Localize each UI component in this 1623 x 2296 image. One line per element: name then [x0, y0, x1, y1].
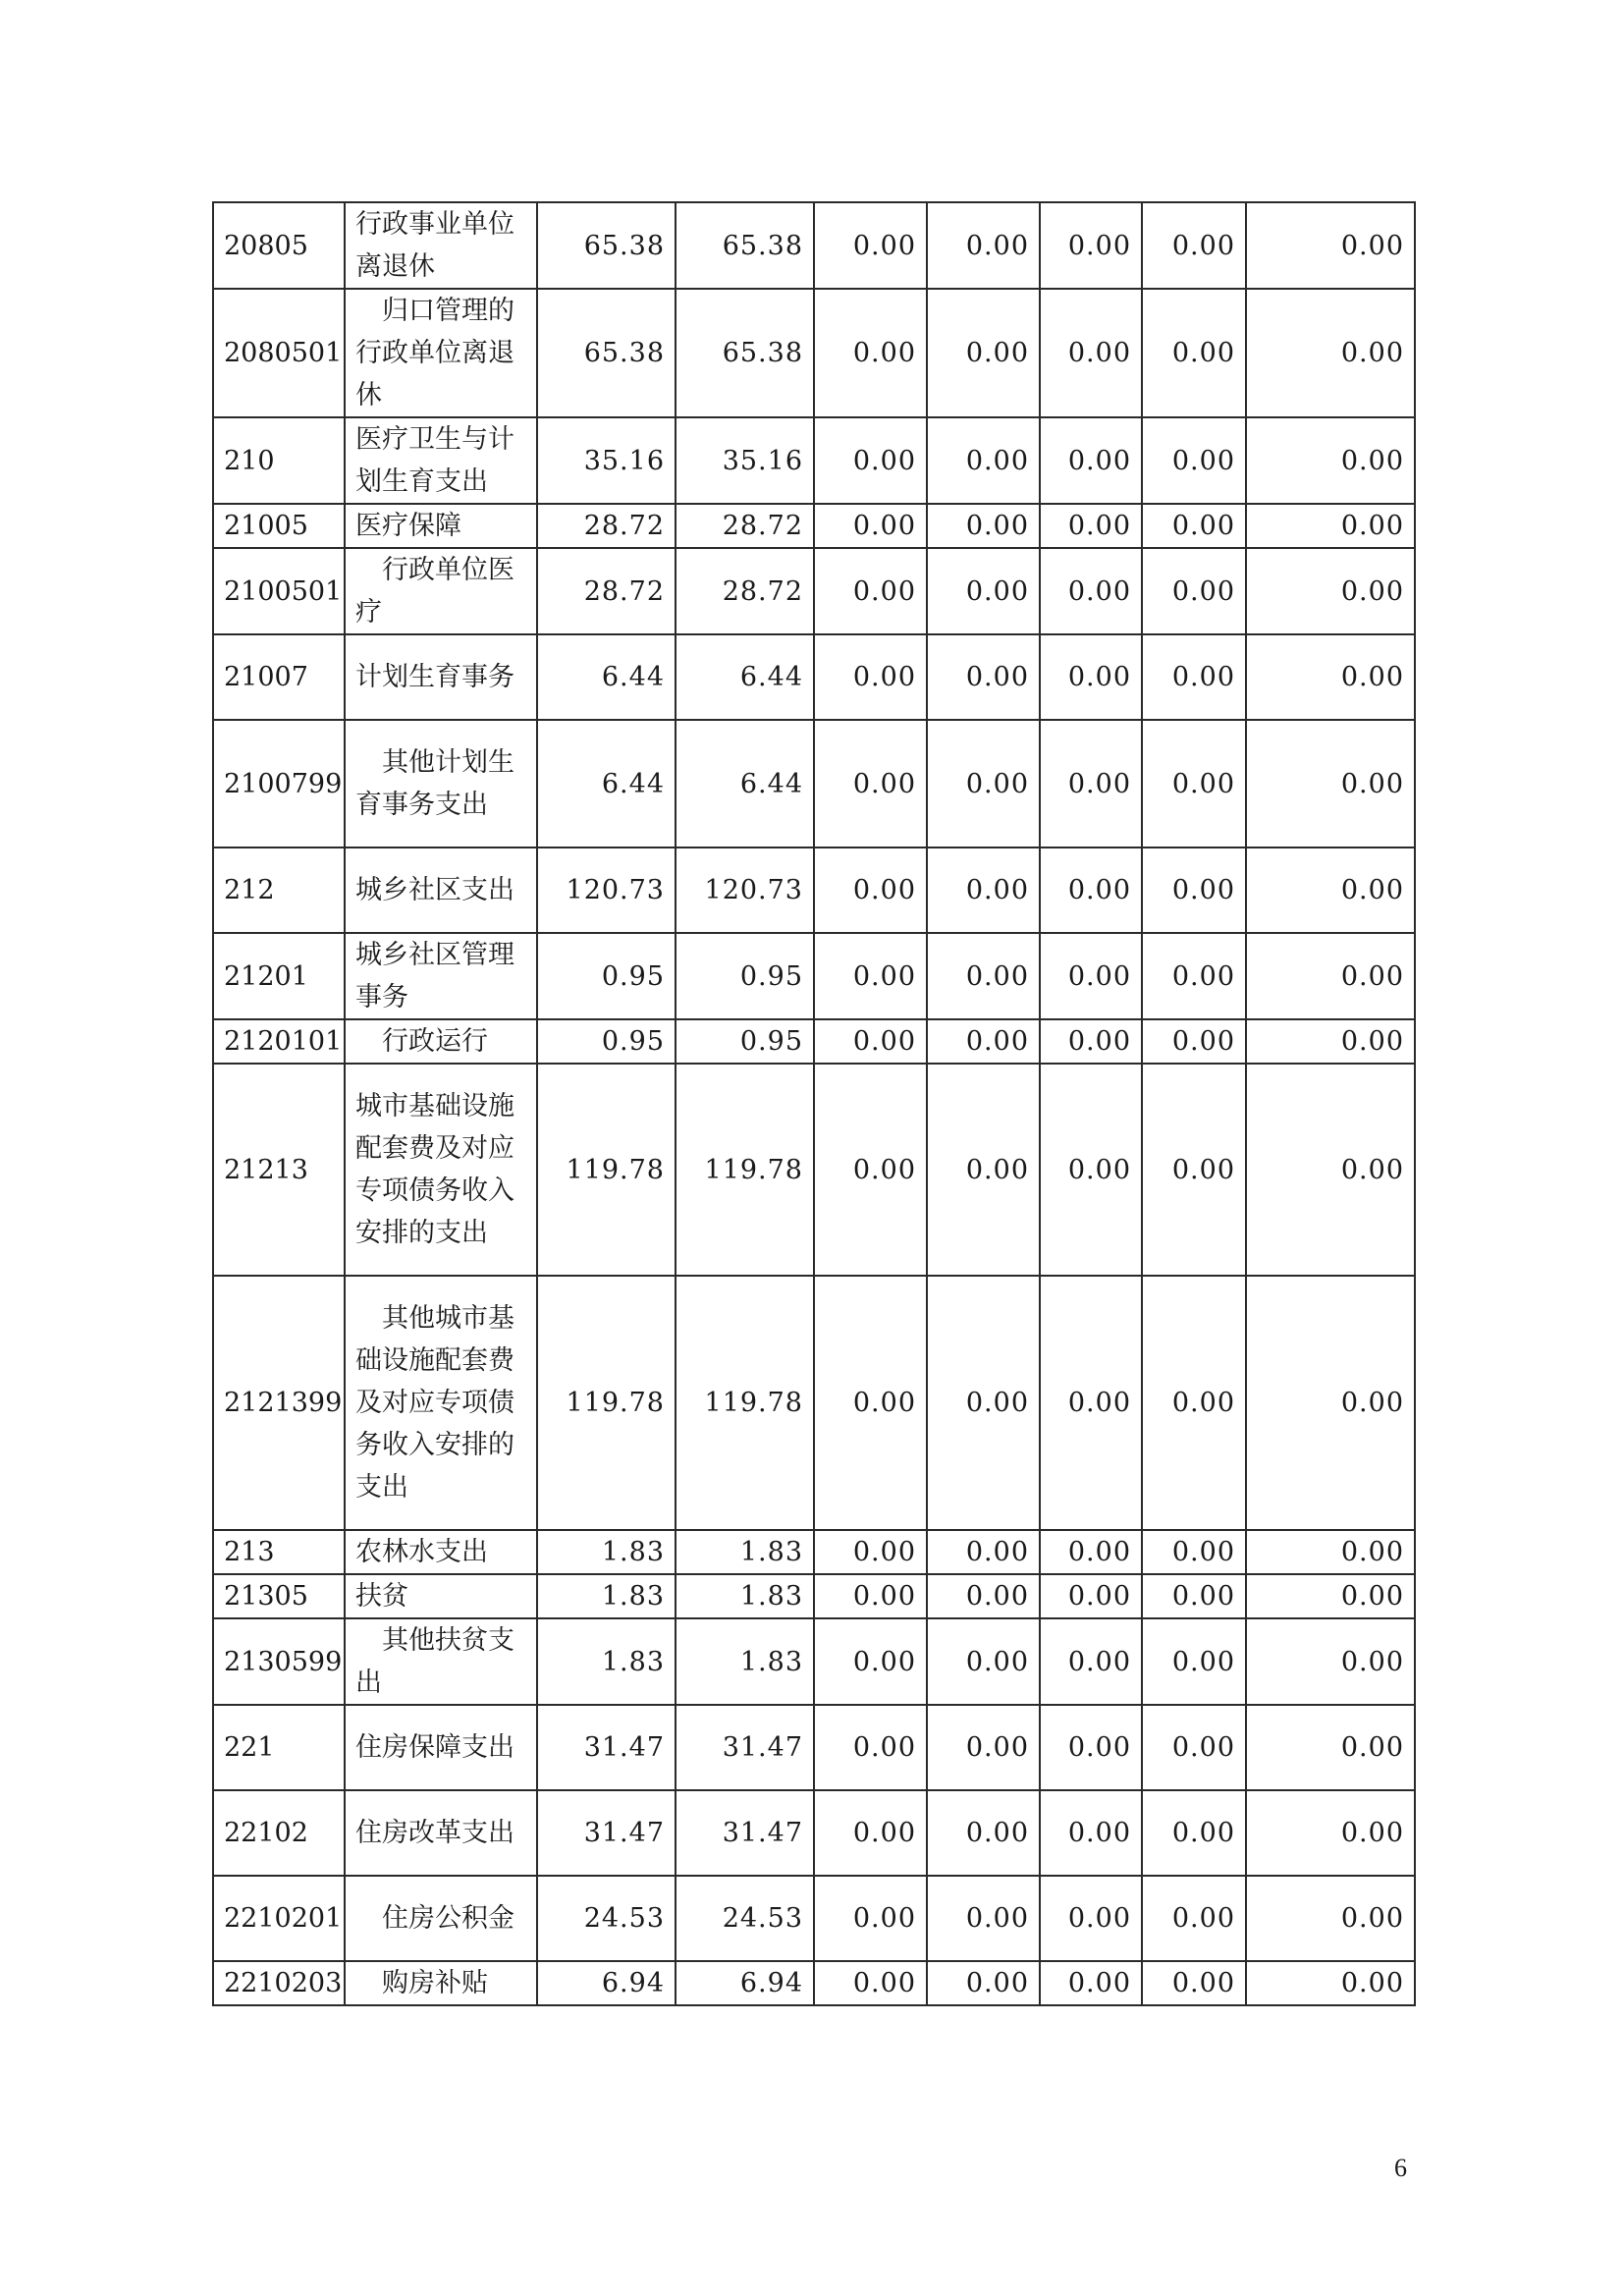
amount-cell: 0.00 — [1040, 1790, 1142, 1876]
page-number: 6 — [1394, 2154, 1407, 2182]
amount-cell: 0.00 — [1246, 847, 1415, 933]
amount-cell: 0.00 — [1246, 1705, 1415, 1790]
amount-cell: 0.00 — [927, 289, 1040, 417]
amount-cell: 120.73 — [537, 847, 676, 933]
amount-cell: 0.00 — [1246, 1019, 1415, 1064]
amount-cell: 0.00 — [1040, 1961, 1142, 2005]
table-row — [213, 1574, 1415, 1618]
amount-cell: 6.44 — [676, 634, 814, 720]
amount-cell: 119.78 — [537, 1276, 676, 1530]
table-row — [213, 1618, 1415, 1705]
amount-cell: 0.00 — [1040, 1019, 1142, 1064]
subject-code-cell: 21005 — [213, 504, 345, 548]
amount-cell: 0.00 — [814, 1019, 927, 1064]
amount-cell: 0.00 — [1142, 504, 1246, 548]
subject-code-cell: 21201 — [213, 933, 345, 1019]
table-row — [213, 933, 1415, 1019]
subject-code-cell: 2120101 — [213, 1019, 345, 1064]
amount-cell: 0.00 — [1142, 289, 1246, 417]
subject-name-cell: 医疗卫生与计划生育支出 — [345, 417, 537, 504]
amount-cell: 0.00 — [1142, 1961, 1246, 2005]
amount-cell: 0.00 — [814, 504, 927, 548]
amount-cell: 1.83 — [537, 1574, 676, 1618]
amount-cell: 0.00 — [1246, 548, 1415, 634]
amount-cell: 0.00 — [1040, 1876, 1142, 1961]
amount-cell: 65.38 — [537, 202, 676, 289]
amount-cell: 0.00 — [1040, 1530, 1142, 1574]
amount-cell: 1.83 — [537, 1530, 676, 1574]
amount-cell: 0.00 — [814, 1961, 927, 2005]
amount-cell: 0.00 — [1246, 1961, 1415, 2005]
subject-name-cell: 城乡社区支出 — [345, 847, 537, 933]
amount-cell: 0.00 — [1040, 202, 1142, 289]
table-row — [213, 1064, 1415, 1276]
subject-code-cell: 2080501 — [213, 289, 345, 417]
subject-code-cell: 21305 — [213, 1574, 345, 1618]
amount-cell: 31.47 — [676, 1790, 814, 1876]
subject-name-cell: 住房保障支出 — [345, 1705, 537, 1790]
amount-cell: 0.95 — [537, 933, 676, 1019]
table-row — [213, 1530, 1415, 1574]
subject-code-cell: 2210201 — [213, 1876, 345, 1961]
subject-name-cell: 其他扶贫支出 — [345, 1618, 537, 1705]
amount-cell: 0.00 — [927, 720, 1040, 847]
amount-cell: 0.00 — [1142, 1019, 1246, 1064]
amount-cell: 0.00 — [1246, 1276, 1415, 1530]
amount-cell: 119.78 — [676, 1064, 814, 1276]
amount-cell: 0.00 — [1142, 1530, 1246, 1574]
amount-cell: 0.00 — [927, 1705, 1040, 1790]
subject-name-cell: 医疗保障 — [345, 504, 537, 548]
table-row — [213, 847, 1415, 933]
amount-cell: 0.00 — [814, 548, 927, 634]
amount-cell: 119.78 — [676, 1276, 814, 1530]
amount-cell: 65.38 — [676, 202, 814, 289]
amount-cell: 0.00 — [1246, 634, 1415, 720]
amount-cell: 0.00 — [1040, 720, 1142, 847]
amount-cell: 6.94 — [676, 1961, 814, 2005]
subject-code-cell: 212 — [213, 847, 345, 933]
subject-name-cell: 归口管理的行政单位离退休 — [345, 289, 537, 417]
amount-cell: 0.00 — [1142, 202, 1246, 289]
subject-code-cell: 21007 — [213, 634, 345, 720]
amount-cell: 0.00 — [1246, 504, 1415, 548]
amount-cell: 0.00 — [1142, 548, 1246, 634]
table-row — [213, 1876, 1415, 1961]
table-body — [213, 202, 1415, 2005]
amount-cell: 0.00 — [1246, 720, 1415, 847]
amount-cell: 6.44 — [537, 720, 676, 847]
amount-cell: 119.78 — [537, 1064, 676, 1276]
amount-cell: 0.00 — [927, 634, 1040, 720]
amount-cell: 0.00 — [1040, 1064, 1142, 1276]
amount-cell: 6.44 — [676, 720, 814, 847]
amount-cell: 0.00 — [1142, 634, 1246, 720]
amount-cell: 0.00 — [1246, 202, 1415, 289]
table-row — [213, 1276, 1415, 1530]
amount-cell: 0.00 — [814, 417, 927, 504]
table-row — [213, 1790, 1415, 1876]
amount-cell: 0.00 — [1246, 1530, 1415, 1574]
amount-cell: 35.16 — [676, 417, 814, 504]
amount-cell: 65.38 — [537, 289, 676, 417]
amount-cell: 0.00 — [927, 1574, 1040, 1618]
subject-name-cell: 扶贫 — [345, 1574, 537, 1618]
amount-cell: 1.83 — [676, 1530, 814, 1574]
amount-cell: 0.00 — [1142, 1790, 1246, 1876]
subject-name-cell: 住房公积金 — [345, 1876, 537, 1961]
amount-cell: 28.72 — [537, 548, 676, 634]
amount-cell: 0.00 — [927, 417, 1040, 504]
amount-cell: 0.00 — [814, 289, 927, 417]
amount-cell: 0.00 — [927, 1961, 1040, 2005]
amount-cell: 0.00 — [1040, 504, 1142, 548]
subject-code-cell: 2100799 — [213, 720, 345, 847]
amount-cell: 0.00 — [1040, 289, 1142, 417]
amount-cell: 0.00 — [1040, 1618, 1142, 1705]
amount-cell: 0.00 — [814, 933, 927, 1019]
subject-code-cell: 2100501 — [213, 548, 345, 634]
amount-cell: 0.00 — [1246, 1574, 1415, 1618]
amount-cell: 0.00 — [814, 1064, 927, 1276]
subject-code-cell: 22102 — [213, 1790, 345, 1876]
amount-cell: 0.00 — [1142, 1705, 1246, 1790]
amount-cell: 0.00 — [1040, 634, 1142, 720]
amount-cell: 0.00 — [1142, 1618, 1246, 1705]
table-row — [213, 417, 1415, 504]
amount-cell: 0.00 — [814, 847, 927, 933]
subject-code-cell: 2130599 — [213, 1618, 345, 1705]
table-row — [213, 1705, 1415, 1790]
amount-cell: 24.53 — [676, 1876, 814, 1961]
table-row — [213, 202, 1415, 289]
subject-name-cell: 农林水支出 — [345, 1530, 537, 1574]
subject-code-cell: 210 — [213, 417, 345, 504]
amount-cell: 0.00 — [927, 1530, 1040, 1574]
subject-name-cell: 其他城市基础设施配套费及对应专项债务收入安排的支出 — [345, 1276, 537, 1530]
subject-name-cell: 住房改革支出 — [345, 1790, 537, 1876]
amount-cell: 0.00 — [927, 548, 1040, 634]
amount-cell: 0.00 — [1142, 417, 1246, 504]
table-row — [213, 548, 1415, 634]
subject-name-cell: 行政运行 — [345, 1019, 537, 1064]
amount-cell: 0.00 — [1040, 1705, 1142, 1790]
amount-cell: 1.83 — [676, 1574, 814, 1618]
amount-cell: 0.00 — [1040, 847, 1142, 933]
amount-cell: 0.00 — [1040, 417, 1142, 504]
amount-cell: 6.94 — [537, 1961, 676, 2005]
subject-code-cell: 221 — [213, 1705, 345, 1790]
amount-cell: 0.00 — [1040, 933, 1142, 1019]
subject-code-cell: 20805 — [213, 202, 345, 289]
subject-name-cell: 城乡社区管理事务 — [345, 933, 537, 1019]
subject-code-cell: 21213 — [213, 1064, 345, 1276]
amount-cell: 0.00 — [814, 720, 927, 847]
amount-cell: 35.16 — [537, 417, 676, 504]
amount-cell: 0.00 — [1246, 933, 1415, 1019]
amount-cell: 0.00 — [1142, 1064, 1246, 1276]
amount-cell: 1.83 — [676, 1618, 814, 1705]
amount-cell: 0.00 — [927, 933, 1040, 1019]
amount-cell: 0.00 — [1142, 1876, 1246, 1961]
amount-cell: 0.00 — [1246, 1876, 1415, 1961]
amount-cell: 0.00 — [814, 634, 927, 720]
table-row — [213, 289, 1415, 417]
amount-cell: 31.47 — [676, 1705, 814, 1790]
amount-cell: 0.00 — [1246, 1790, 1415, 1876]
amount-cell: 0.00 — [927, 1276, 1040, 1530]
amount-cell: 1.83 — [537, 1618, 676, 1705]
amount-cell: 0.00 — [1040, 1574, 1142, 1618]
subject-name-cell: 其他计划生育事务支出 — [345, 720, 537, 847]
subject-name-cell: 购房补贴 — [345, 1961, 537, 2005]
subject-name-cell: 行政单位医疗 — [345, 548, 537, 634]
amount-cell: 0.00 — [814, 1530, 927, 1574]
amount-cell: 0.00 — [927, 1876, 1040, 1961]
subject-name-cell: 行政事业单位离退休 — [345, 202, 537, 289]
amount-cell: 0.00 — [1142, 1574, 1246, 1618]
amount-cell: 0.00 — [1246, 1618, 1415, 1705]
amount-cell: 0.00 — [1142, 720, 1246, 847]
amount-cell: 31.47 — [537, 1705, 676, 1790]
amount-cell: 0.00 — [814, 1876, 927, 1961]
amount-cell: 0.00 — [1142, 847, 1246, 933]
amount-cell: 0.00 — [814, 1574, 927, 1618]
amount-cell: 0.00 — [927, 504, 1040, 548]
amount-cell: 120.73 — [676, 847, 814, 933]
amount-cell: 0.00 — [927, 1790, 1040, 1876]
amount-cell: 0.00 — [927, 1019, 1040, 1064]
subject-code-cell: 2121399 — [213, 1276, 345, 1530]
amount-cell: 0.00 — [1142, 1276, 1246, 1530]
subject-name-cell: 计划生育事务 — [345, 634, 537, 720]
table-row — [213, 1019, 1415, 1064]
amount-cell: 0.00 — [1246, 417, 1415, 504]
amount-cell: 0.95 — [537, 1019, 676, 1064]
expenditure-table — [212, 201, 1416, 2006]
amount-cell: 0.00 — [1040, 548, 1142, 634]
amount-cell: 31.47 — [537, 1790, 676, 1876]
amount-cell: 0.00 — [814, 202, 927, 289]
amount-cell: 6.44 — [537, 634, 676, 720]
amount-cell: 28.72 — [537, 504, 676, 548]
amount-cell: 0.00 — [927, 1064, 1040, 1276]
amount-cell: 0.00 — [1246, 289, 1415, 417]
amount-cell: 24.53 — [537, 1876, 676, 1961]
amount-cell: 0.00 — [814, 1705, 927, 1790]
table-row — [213, 1961, 1415, 2005]
amount-cell: 65.38 — [676, 289, 814, 417]
amount-cell: 0.00 — [814, 1276, 927, 1530]
amount-cell: 0.00 — [927, 847, 1040, 933]
subject-code-cell: 2210203 — [213, 1961, 345, 2005]
table-row — [213, 504, 1415, 548]
amount-cell: 28.72 — [676, 504, 814, 548]
amount-cell: 0.95 — [676, 1019, 814, 1064]
amount-cell: 0.00 — [814, 1618, 927, 1705]
amount-cell: 0.00 — [1142, 933, 1246, 1019]
amount-cell: 28.72 — [676, 548, 814, 634]
amount-cell: 0.95 — [676, 933, 814, 1019]
subject-name-cell: 城市基础设施配套费及对应专项债务收入安排的支出 — [345, 1064, 537, 1276]
table-row — [213, 634, 1415, 720]
amount-cell: 0.00 — [1246, 1064, 1415, 1276]
amount-cell: 0.00 — [927, 202, 1040, 289]
table-row — [213, 720, 1415, 847]
amount-cell: 0.00 — [1040, 1276, 1142, 1530]
amount-cell: 0.00 — [814, 1790, 927, 1876]
amount-cell: 0.00 — [927, 1618, 1040, 1705]
subject-code-cell: 213 — [213, 1530, 345, 1574]
